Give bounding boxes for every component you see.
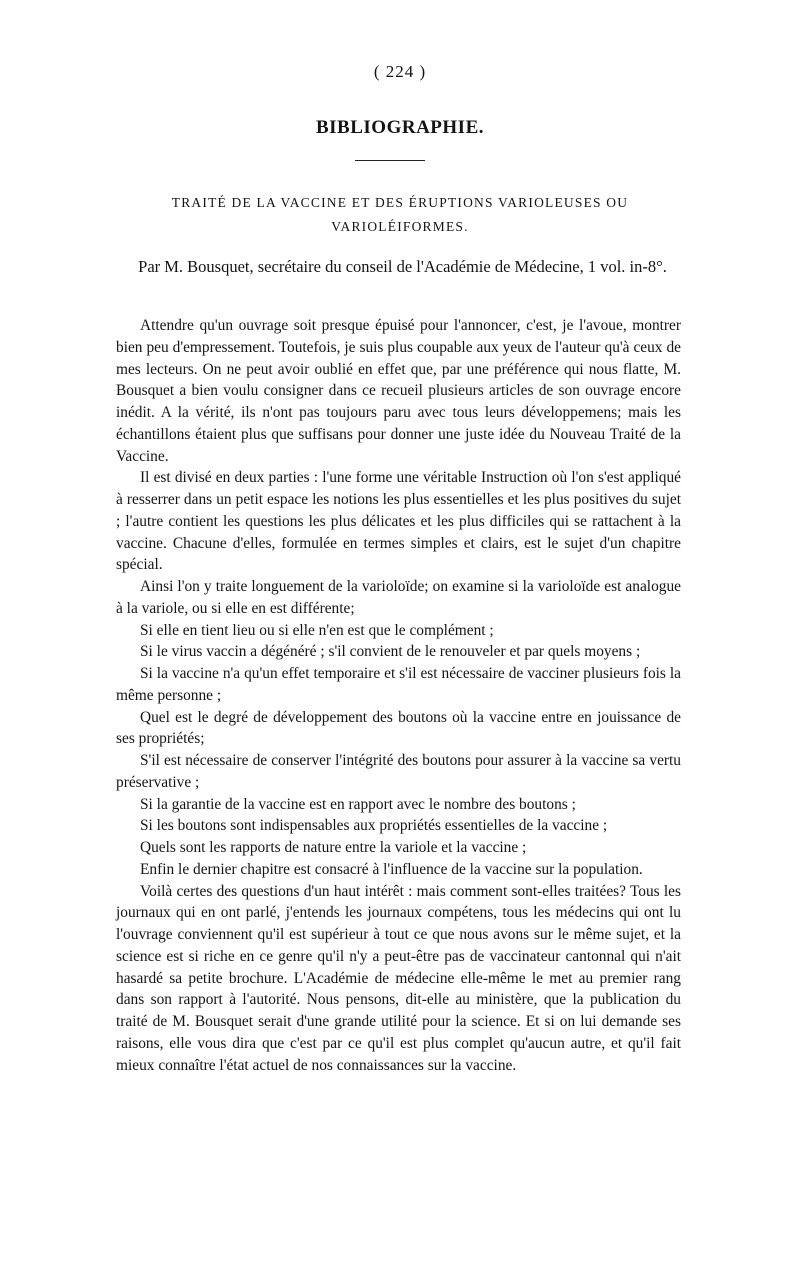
page-number: ( 224 ) <box>373 62 427 81</box>
paragraph: Quels sont les rapports de nature entre la variole et la vaccine ; <box>140 839 527 856</box>
divider-rule <box>355 160 425 161</box>
paragraph: S'il est nécessaire de conserver l'intégrité des boutons pour assurer à la vaccine sa vertu préservative ; <box>116 752 681 791</box>
article-body <box>116 315 681 1076</box>
section-title: BIBLIOGRAPHIE. <box>315 117 484 138</box>
paragraph: Attendre qu'un ouvrage soit presque épuisé pour l'annoncer, c'est, je l'avoue, montrer bien peu d'empressement. Toutefois, je suis plus coupable aux yeux de l'auteur qu'à ceux de mes lecteurs. On ne peut avoir oublié en effet que, par une préférence qui nous flatte, M. Bousquet a bien voulu consigner dans ce recueil plusieurs articles de son ouvrage encore inédit. A la vérité, ils n'ont pas toujours paru avec tous leurs développemens; mais les échantillons étaient plus que suffisans pour donner une juste idée du Nouveau Traité de la Vaccine. <box>116 317 681 465</box>
article-byline: Par M. Bousquet, secrétaire du conseil de l'Académie de Médecine, 1 vol. in-8°. <box>138 257 667 276</box>
article-title: TRAITÉ DE LA VACCINE ET DES ÉRUPTIONS VARIOLEUSES OU VARIOLÉIFORMES. <box>171 195 629 234</box>
paragraph: Si elle en tient lieu ou si elle n'en est que le complément ; <box>140 621 494 639</box>
paragraph: Si le virus vaccin a dégénéré ; s'il convient de le renouveler et par quels moyens ; <box>140 643 641 661</box>
paragraph: Il est divisé en deux parties : l'une forme une véritable Instruction où l'on s'est appliqué à resserrer dans un petit espace les notions les plus essentielles et les plus positives du sujet ; l'autre contient les questions les plus délicates et les plus difficiles qui se rattachent à la vaccine. Chacune d'elles, formulée en termes simples et clairs, est le sujet d'un chapitre spécial. <box>116 469 681 574</box>
paragraph: Si la garantie de la vaccine est en rapport avec le nombre des boutons ; <box>140 795 576 813</box>
paragraph: Ainsi l'on y traite longuement de la varioloïde; on examine si la varioloïde est analogue à la variole, ou si elle en est différente; <box>116 578 681 617</box>
paragraph: Enfin le dernier chapitre est consacré à l'influence de la vaccine sur la population. <box>140 860 643 878</box>
paragraph: Quel est le degré de développement des boutons où la vaccine entre en jouissance de ses propriétés; <box>116 708 681 748</box>
paragraph: Si les boutons sont indispensables aux propriétés essentielles de la vaccine ; <box>140 817 608 835</box>
paragraph: Voilà certes des questions d'un haut intérêt : mais comment sont-elles traitées? Tous les journaux qui en ont parlé, j'entends les journaux compétens, tous les médecins qui ont lu l'ouvrage conviennent qu'il est supérieur à tout ce que nous avons sur le même sujet, et la science est si riche en ce genre qu'il n'y a peut-être pas de vaccinateur cantonnal qui n'ait hasardé sa petite brochure. L'Académie de médecine elle-même le met au premier rang dans son rapport à l'autorité. Nous pensons, dit-elle au ministère, que la publication du traité de M. Bousquet serait d'une grande utilité pour la science. Et si on lui demande ses raisons, elle vous dira que c'est par ce qu'il est plus complet qu'aucun autre, et qu'il fait mieux connaître l'état actuel de nos connaissances sur la vaccine. <box>116 882 681 1074</box>
paragraph: Si la vaccine n'a qu'un effet temporaire et s'il est nécessaire de vacciner plusieurs fois la même personne ; <box>116 665 681 704</box>
